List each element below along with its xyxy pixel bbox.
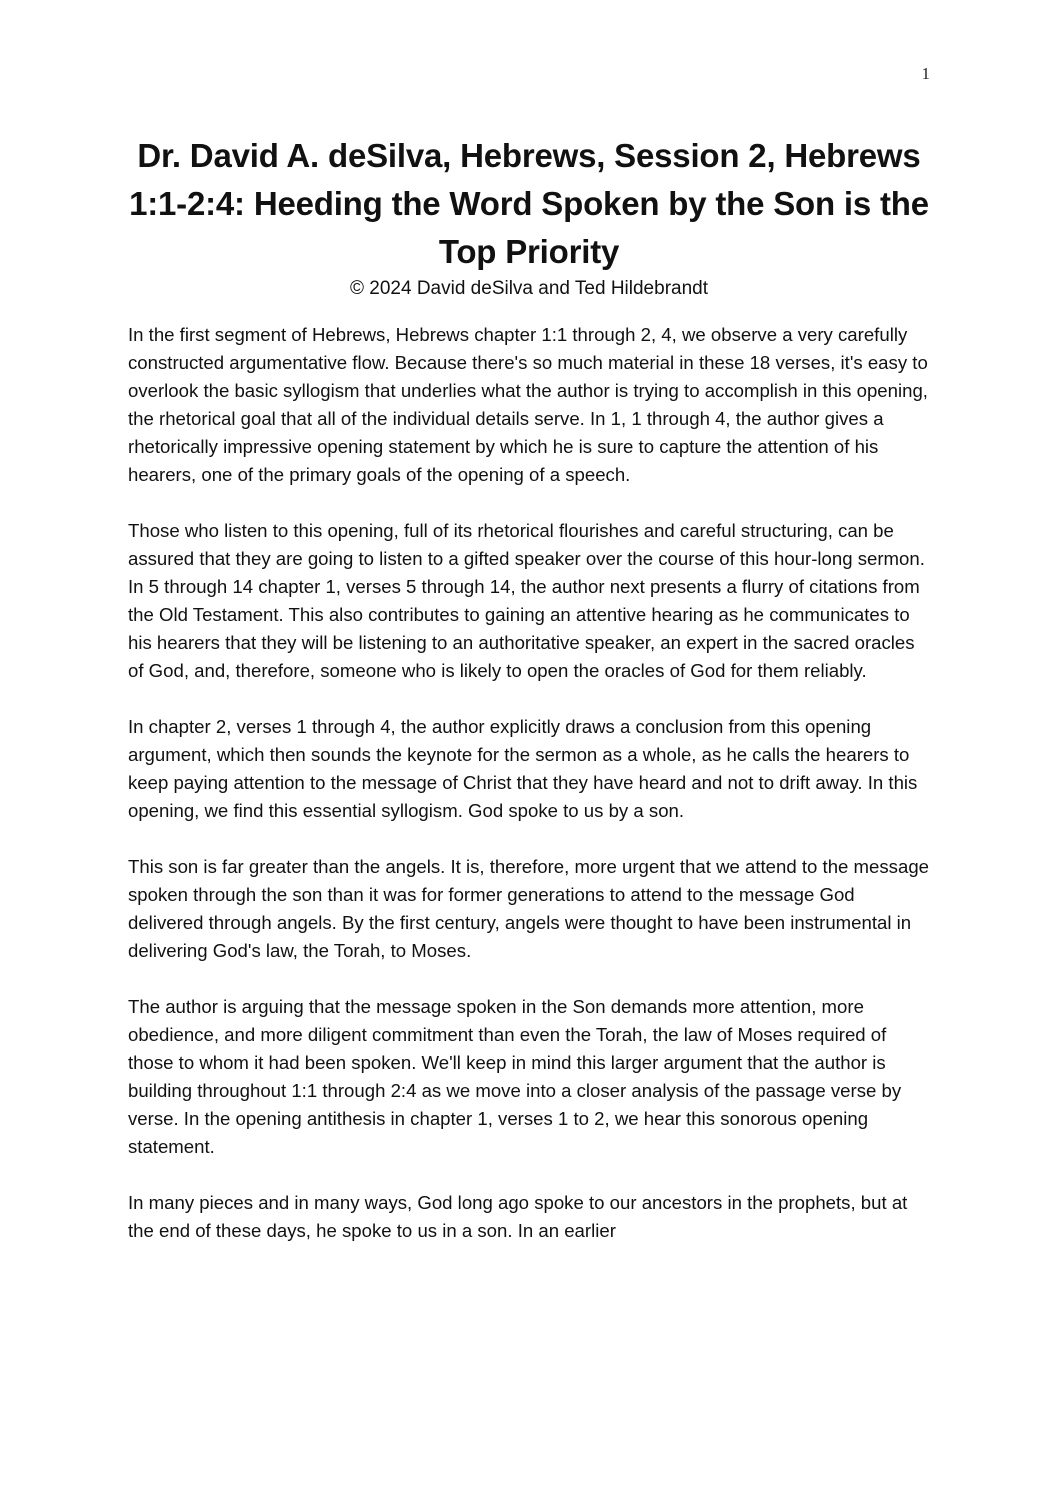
paragraph: Those who listen to this opening, full of its rhetorical flourishes and careful structuring, can be assured that they are going to listen to a gifted speaker over the course of this hour-long sermon. In 5 through 14 chapter 1, verses 5 through 14, the author next presents a flurry of citations from the Old Testament. This also contributes to gaining an attentive hearing as he communicates to his hearers that they will be listening to an authoritative speaker, an expert in the sacred oracles of God, and, therefore, someone who is likely to open the oracles of God for them reliably. — [128, 520, 925, 681]
copyright-line: © 2024 David deSilva and Ted Hildebrandt — [350, 278, 708, 299]
title-block — [110, 132, 948, 302]
paragraph: The author is arguing that the message spoken in the Son demands more attention, more obedience, and more diligent commitment than even the Torah, the law of Moses required of those to whom it had been spoken. We'll keep in mind this larger argument that the author is building throughout 1:1 through 2:4 as we move into a closer analysis of the passage verse by verse. In the opening antithesis in chapter 1, verses 1 to 2, we hear this sonorous opening statement. — [128, 996, 902, 1157]
document-title: Dr. David A. deSilva, Hebrews, Session 2, Hebrews 1:1-2:4: Heeding the Word Spoken by the Son is the Top Priority — [129, 137, 929, 270]
paragraph: This son is far greater than the angels. It is, therefore, more urgent that we attend to the message spoken through the son than it was for former generations to attend to the message God delivered through angels. By the first century, angels were thought to have been instrumental in delivering God's law, the Torah, to Moses. — [128, 856, 930, 961]
page-number: 1 — [921, 64, 930, 83]
paragraph: In the first segment of Hebrews, Hebrews chapter 1:1 through 2, 4, we observe a very carefully constructed argumentative flow. Because there's so much material in these 18 verses, it's easy to overlook the basic syllogism that underlies what the author is trying to accomplish in this opening, the rhetorical goal that all of the individual details serve. In 1, 1 through 4, the author gives a rhetorically impressive opening statement by which he is sure to capture the attention of his hearers, one of the primary goals of the opening of a speech. — [128, 324, 928, 485]
document-body — [128, 321, 934, 1273]
paragraph: In chapter 2, verses 1 through 4, the author explicitly draws a conclusion from this opening argument, which then sounds the keynote for the sermon as a whole, as he calls the hearers to keep paying attention to the message of Christ that they have heard and not to drift away. In this opening, we find this essential syllogism. God spoke to us by a son. — [128, 716, 918, 821]
paragraph: In many pieces and in many ways, God long ago spoke to our ancestors in the prophets, but at the end of these days, he spoke to us in a son. In an earlier — [128, 1192, 908, 1241]
